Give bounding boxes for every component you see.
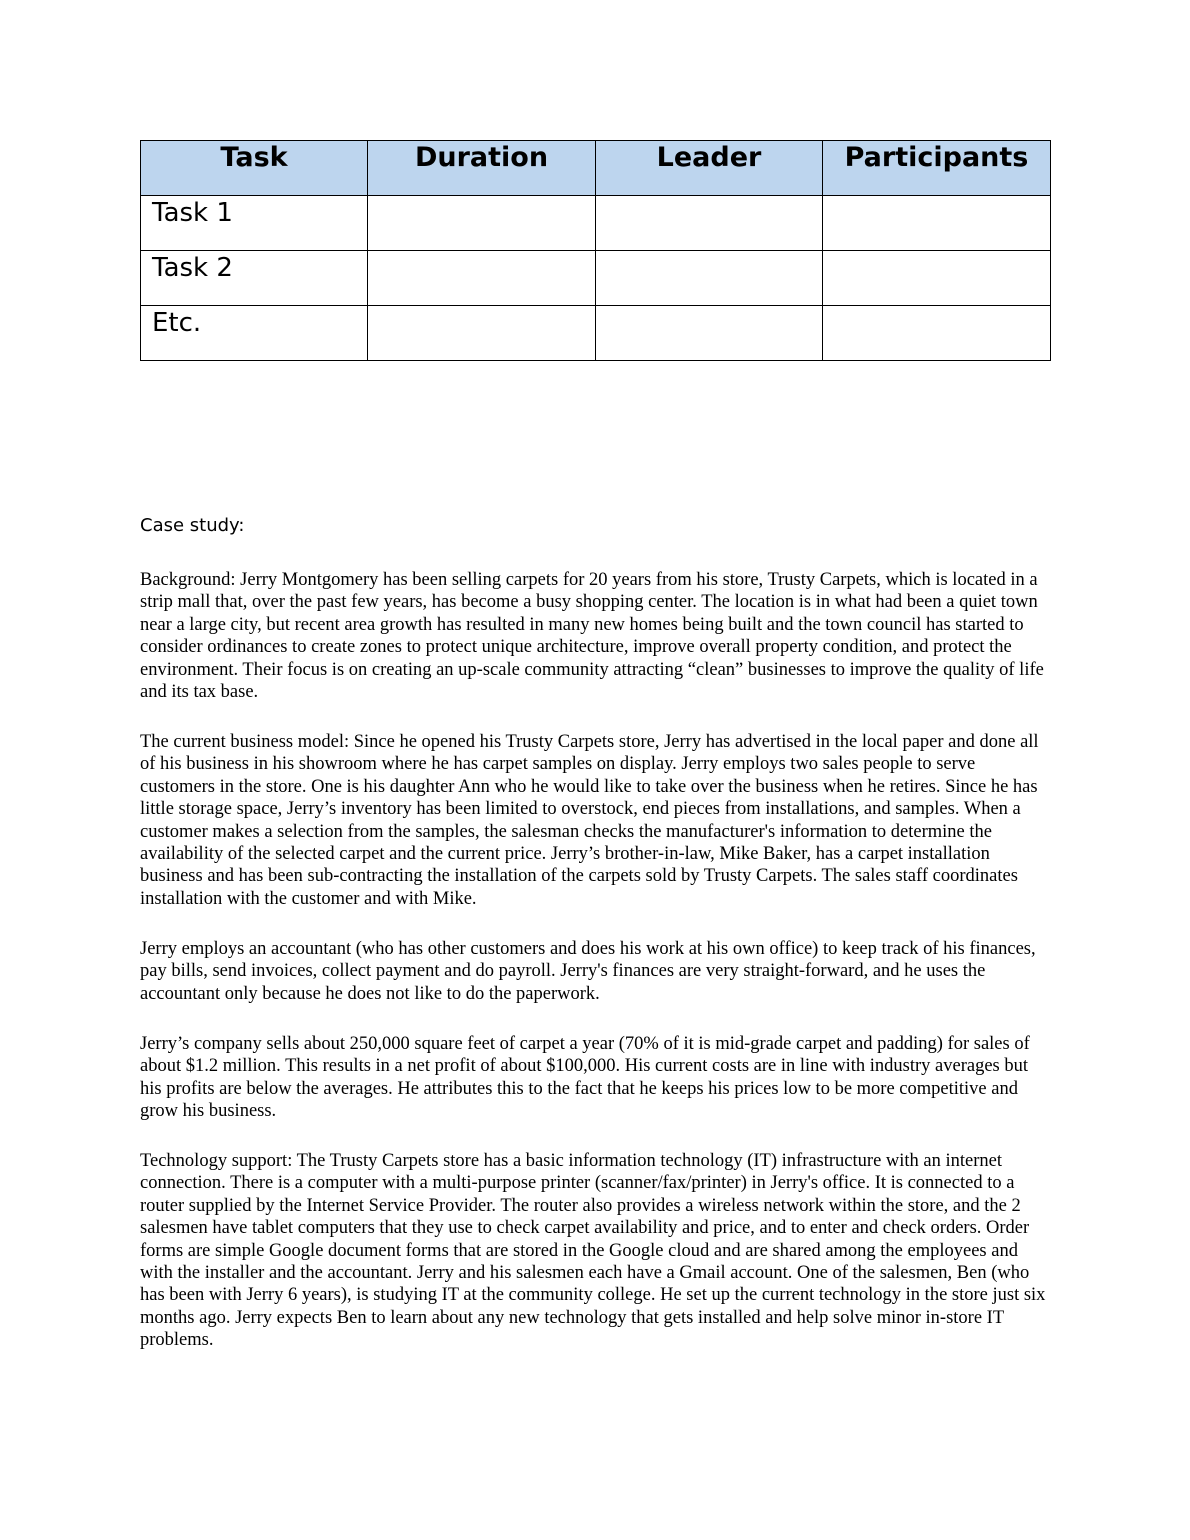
table-row <box>141 251 1051 306</box>
table-cell-task: Task 2 <box>141 251 368 306</box>
table-cell-leader <box>596 196 823 251</box>
table-cell-task: Etc. <box>141 306 368 361</box>
header-duration: Duration <box>368 141 596 196</box>
table-cell-participants <box>823 251 1051 306</box>
table-header-row <box>141 141 1051 196</box>
table-cell-participants <box>823 196 1051 251</box>
header-task: Task <box>141 141 368 196</box>
case-study-heading: Case study: <box>140 515 245 536</box>
table-cell-duration <box>368 251 596 306</box>
header-leader: Leader <box>596 141 823 196</box>
table-cell-leader <box>596 306 823 361</box>
paragraph-accountant: Jerry employs an accountant (who has other customers and does his work at his own office) to keep track of his finances, pay bills, send invoices, collect payment and do payroll. Jerry's finances are very straight-forward, and he uses the accountant only because he does not like to do the paperwork. <box>140 939 1036 1004</box>
task-table <box>140 140 1051 361</box>
table-cell-duration <box>368 196 596 251</box>
paragraph-business-model: The current business model: Since he opened his Trusty Carpets store, Jerry has advertised in the local paper and done all of his business in his showroom where he has carpet samples on display. Jerry employs two sales people to serve customers in the store. One is his daughter Ann who he would like to take over the business when he retires. Since he has little storage space, Jerry’s inventory has been limited to overstock, end pieces from installations, and samples. When a customer makes a selection from the samples, the salesman checks the manufacturer's information to determine the availability of the selected carpet and the current price. Jerry’s brother-in-law, Mike Baker, has a carpet installation business and has been sub-contracting the installation of the carpets sold by Trusty Carpets. The sales staff coordinates installation with the customer and with Mike. <box>140 732 1039 909</box>
header-participants: Participants <box>823 141 1051 196</box>
paragraph-background: Background: Jerry Montgomery has been selling carpets for 20 years from his store, Trusty Carpets, which is located in a strip mall that, over the past few years, has become a busy shopping center. The location is in what had been a quiet town near a large city, but recent area growth has resulted in many new homes being built and the town council has started to consider ordinances to create zones to protect unique architecture, improve overall property condition, and protect the environment. Their focus is on creating an up-scale community attracting “clean” businesses to improve the quality of life and its tax base. <box>140 570 1044 703</box>
table-cell-leader <box>596 251 823 306</box>
table-cell-task: Task 1 <box>141 196 368 251</box>
table-row <box>141 196 1051 251</box>
paragraph-technology-support: Technology support: The Trusty Carpets store has a basic information technology (IT) infrastructure with an internet connection. There is a computer with a multi-purpose printer (scanner/fax/printer) in Jerry's office. It is connected to a router supplied by the Internet Service Provider. The router also provides a wireless network within the store, and the 2 salesmen have tablet computers that they use to check carpet availability and price, and to enter and check orders. Order forms are simple Google document forms that are stored in the Google cloud and are shared among the employees and with the installer and the accountant. Jerry and his salesmen each have a Gmail account. One of the salesmen, Ben (who has been with Jerry 6 years), is studying IT at the community college. He set up the current technology in the store just six months ago. Jerry expects Ben to learn about any new technology that gets installed and help solve minor in-store IT problems. <box>140 1151 1046 1351</box>
table-cell-participants <box>823 306 1051 361</box>
table-cell-duration <box>368 306 596 361</box>
paragraph-sales-figures: Jerry’s company sells about 250,000 square feet of carpet a year (70% of it is mid-grade carpet and padding) for sales of about $1.2 million. This results in a net profit of about $100,000. His current costs are in line with industry averages but his profits are below the averages. He attributes this to the fact that he keeps his prices low to be more competitive and grow his business. <box>140 1034 1030 1122</box>
table-row <box>141 306 1051 361</box>
